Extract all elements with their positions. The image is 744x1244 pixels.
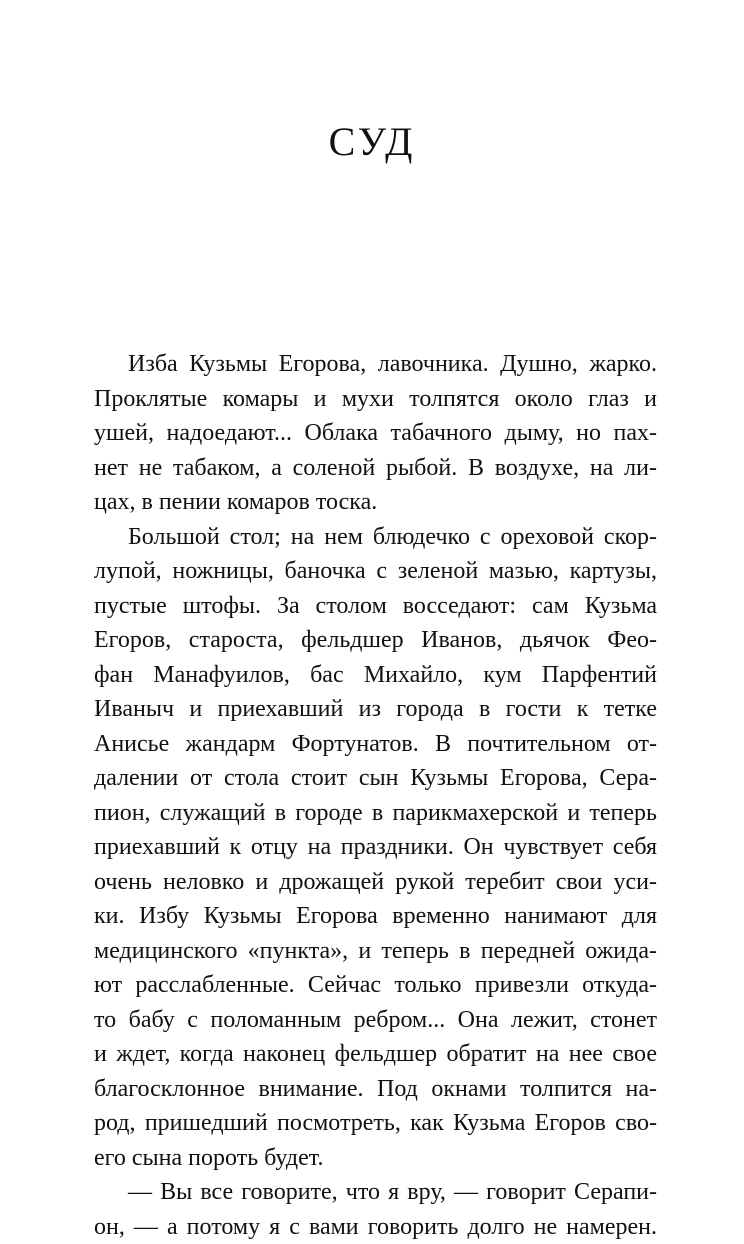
text-line: очень неловко и дрожащей рукой теребит свои уси- bbox=[94, 865, 657, 900]
text-line: то бабу с поломанным ребром... Она лежит, стонет bbox=[94, 1003, 657, 1038]
text-line: ушей, надоедают... Облака табачного дыму, но пах- bbox=[94, 416, 657, 451]
text-line: медицинского «пункта», и теперь в передней ожида- bbox=[94, 934, 657, 969]
text-line: нет не табаком, а соленой рыбой. В воздухе, на ли- bbox=[94, 451, 657, 486]
text-line: далении от стола стоит сын Кузьмы Егорова, Сера- bbox=[94, 761, 657, 796]
text-line: благосклонное внимание. Под окнами толпится на- bbox=[94, 1072, 657, 1107]
text-line: цах, в пении комаров тоска. bbox=[94, 485, 657, 520]
text-line: род, пришедший посмотреть, как Кузьма Егоров сво- bbox=[94, 1106, 657, 1141]
text-line: лупой, ножницы, баночка с зеленой мазью, картузы, bbox=[94, 554, 657, 589]
paragraph-3 bbox=[94, 1175, 657, 1244]
chapter-title: СУД bbox=[0, 118, 744, 166]
text-line: пустые штофы. За столом восседают: сам Кузьма bbox=[94, 589, 657, 624]
text-line: он, — а потому я с вами говорить долго не намерен. bbox=[94, 1210, 657, 1244]
text-line: ки. Избу Кузьмы Егорова временно нанимают для bbox=[94, 899, 657, 934]
text-line: Проклятые комары и мухи толпятся около глаз и bbox=[94, 382, 657, 417]
text-line: Иваныч и приехавший из города в гости к тетке bbox=[94, 692, 657, 727]
text-line: и ждет, когда наконец фельдшер обратит на нее свое bbox=[94, 1037, 657, 1072]
text-line: ют расслабленные. Сейчас только привезли откуда- bbox=[94, 968, 657, 1003]
text-line: пион, служащий в городе в парикмахерской и теперь bbox=[94, 796, 657, 831]
text-line: Егоров, староста, фельдшер Иванов, дьячок Фео- bbox=[94, 623, 657, 658]
text-line: Изба Кузьмы Егорова, лавочника. Душно, жарко. bbox=[94, 347, 657, 382]
body-text bbox=[94, 347, 657, 1244]
text-line: приехавший к отцу на праздники. Он чувствует себя bbox=[94, 830, 657, 865]
text-line: Большой стол; на нем блюдечко с ореховой скор- bbox=[94, 520, 657, 555]
text-line: его сына пороть будет. bbox=[94, 1141, 657, 1176]
text-line: Анисье жандарм Фортунатов. В почтительном от- bbox=[94, 727, 657, 762]
paragraph-2 bbox=[94, 520, 657, 1176]
paragraph-1 bbox=[94, 347, 657, 520]
text-line: — Вы все говорите, что я вру, — говорит Серапи- bbox=[94, 1175, 657, 1210]
text-line: фан Манафуилов, бас Михайло, кум Парфентий bbox=[94, 658, 657, 693]
